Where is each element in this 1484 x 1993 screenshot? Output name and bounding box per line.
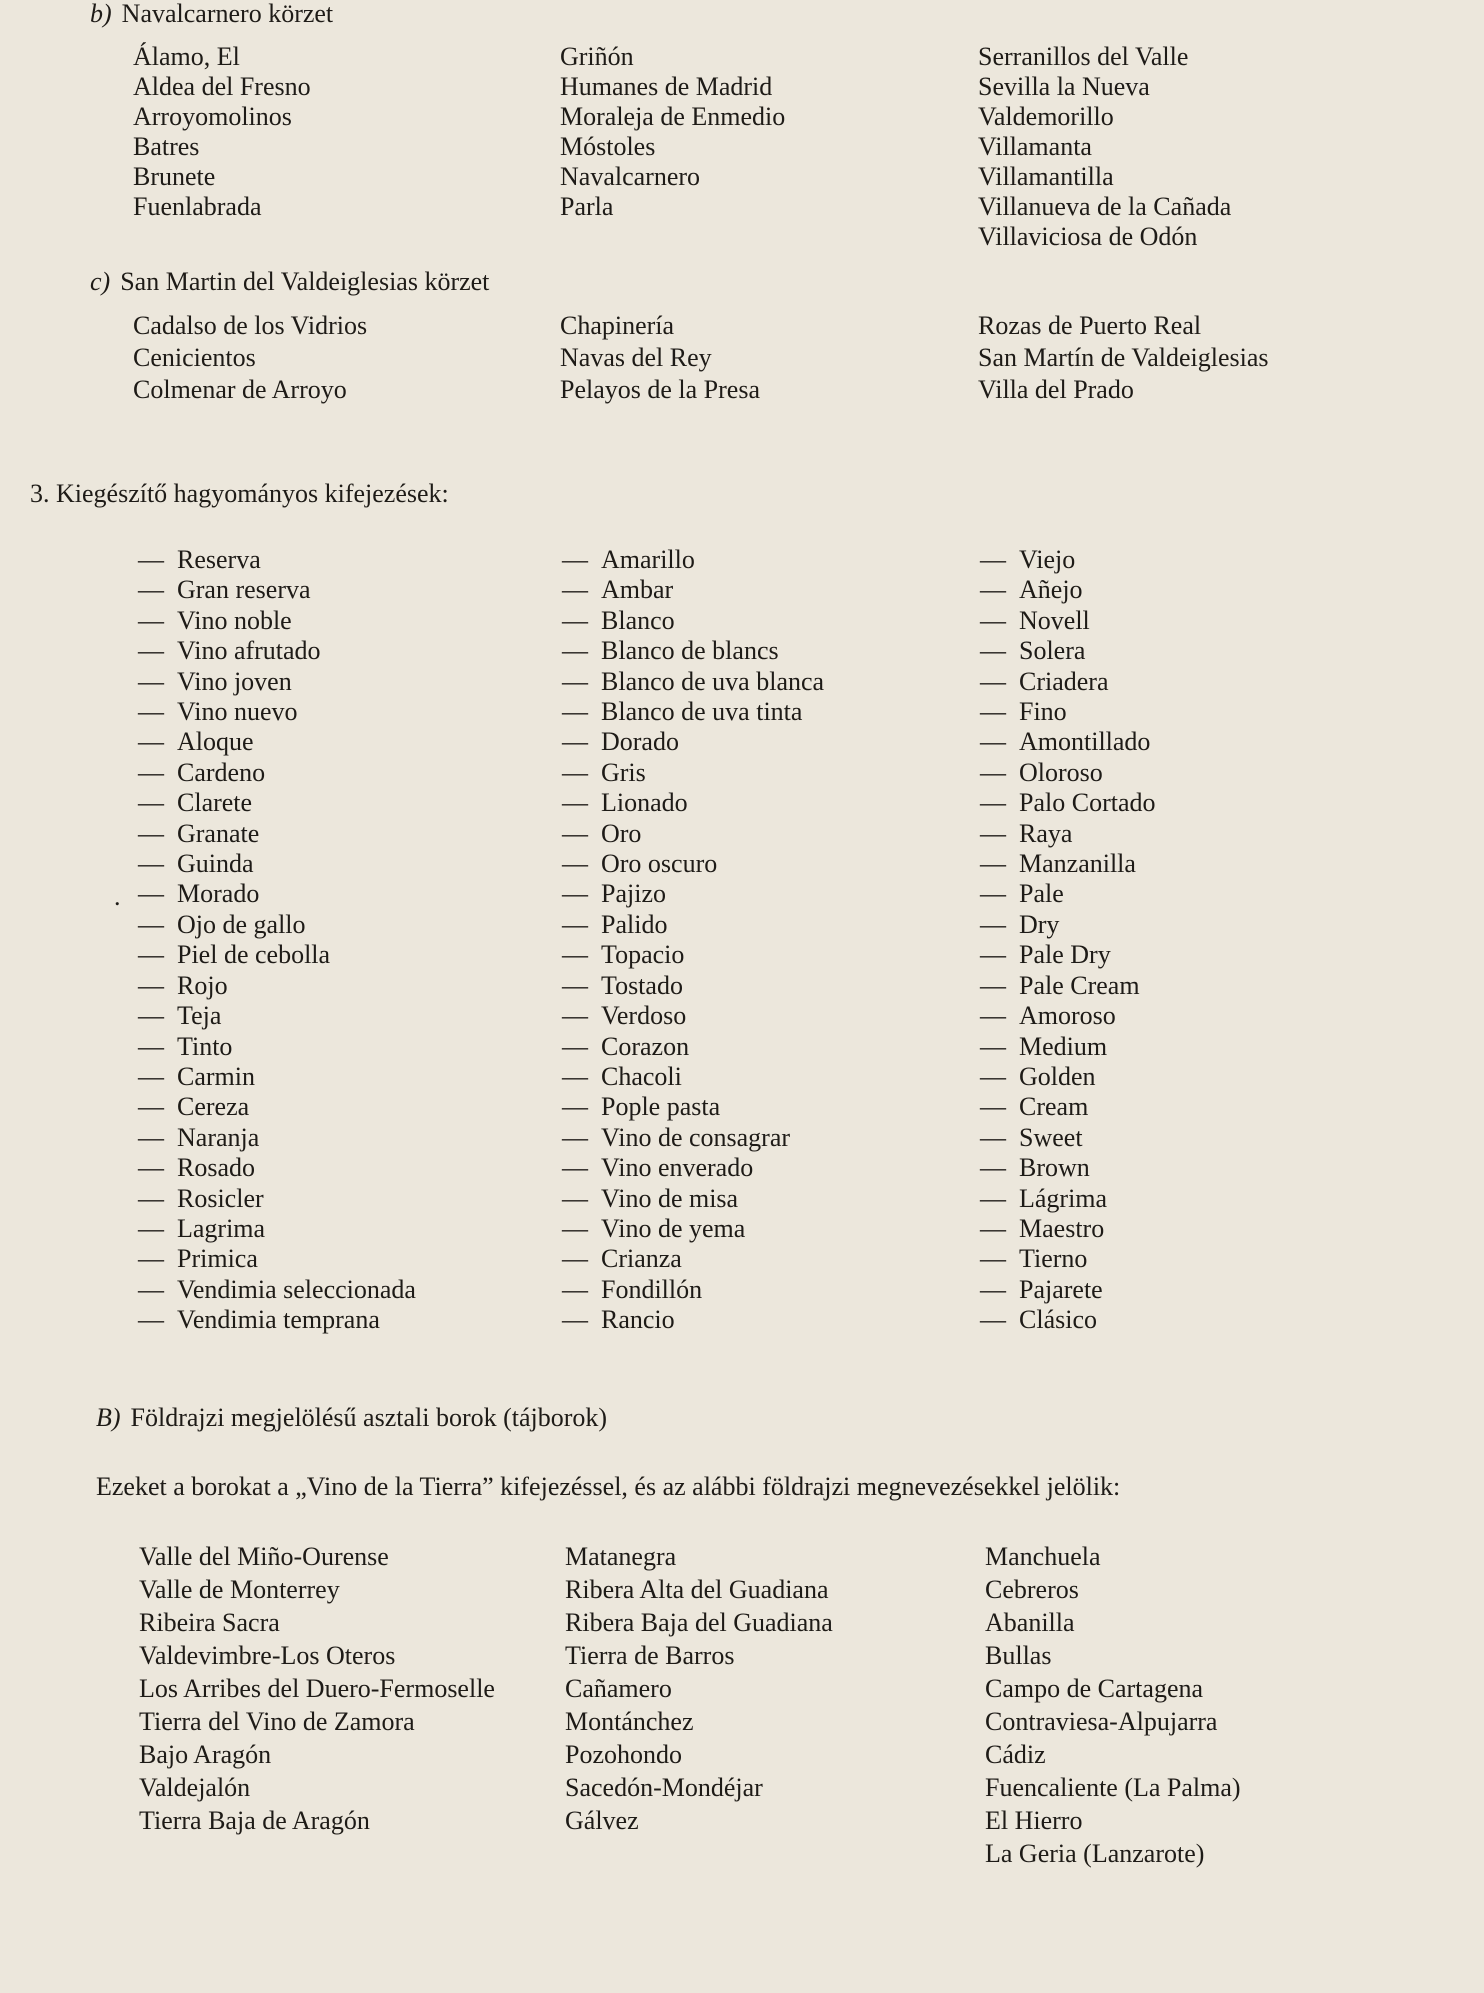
traditional-term-item: — Ambar [562,575,824,605]
traditional-term-item: — Fondillón [562,1275,824,1305]
traditional-term-item: — Carmin [138,1062,416,1092]
geographic-name-item: Bullas [985,1641,1052,1670]
municipality-item: Villamanta [978,132,1092,161]
section-B-heading [96,1402,607,1434]
geographic-name-item: Ribera Alta del Guadiana [565,1575,829,1604]
municipality-item: Cenicientos [133,343,256,372]
traditional-term-item: — Pajizo [562,879,824,909]
traditional-term-item: — Lágrima [980,1184,1156,1214]
geographic-name-item: Valle de Monterrey [139,1575,340,1604]
municipality-item: Colmenar de Arroyo [133,375,347,404]
traditional-term-item: — Tinto [138,1032,416,1062]
geographic-name-item: Sacedón-Mondéjar [565,1773,763,1802]
municipality-item: Aldea del Fresno [133,72,311,101]
traditional-term-item: — Crianza [562,1244,824,1274]
section-3-column-1 [138,545,416,1336]
traditional-term-item: — Primica [138,1244,416,1274]
section-c-column-2 [560,310,760,406]
traditional-term-item: — Maestro [980,1214,1156,1244]
traditional-term-item: — Rojo [138,971,416,1001]
traditional-term-item: — Dorado [562,727,824,757]
traditional-term-item: — Pople pasta [562,1092,824,1122]
traditional-term-item: — Brown [980,1153,1156,1183]
traditional-term-item: — Palo Cortado [980,788,1156,818]
section-B-column-2 [565,1540,833,1837]
geographic-name-item: La Geria (Lanzarote) [985,1839,1205,1868]
traditional-term-item: — Blanco de uva tinta [562,697,824,727]
section-B-intro: Ezeket a borokat a „Vino de la Tierra” kifejezéssel, és az alábbi földrajzi megnevezésekkel jelölik: [96,1472,1121,1501]
section-c-label: c) [90,267,111,296]
municipality-item: Rozas de Puerto Real [978,311,1202,340]
municipality-item: Villamantilla [978,162,1114,191]
traditional-term-item: — Novell [980,606,1156,636]
municipality-item: Villaviciosa de Odón [978,222,1198,251]
municipality-item: Sevilla la Nueva [978,72,1150,101]
traditional-term-item: — Vino joven [138,667,416,697]
traditional-term-item: — Palido [562,910,824,940]
traditional-term-item: — Amontillado [980,727,1156,757]
municipality-item: Móstoles [560,132,656,161]
section-b-title: Navalcarnero körzet [121,0,334,28]
traditional-term-item: — Fino [980,697,1156,727]
traditional-term-item: — Vino de yema [562,1214,824,1244]
traditional-term-item: — Chacoli [562,1062,824,1092]
traditional-term-item: — Rosado [138,1153,416,1183]
traditional-term-item: — Gran reserva [138,575,416,605]
municipality-item: Navas del Rey [560,343,712,372]
traditional-term-item: — Lagrima [138,1214,416,1244]
section-b-column-3 [978,42,1231,252]
geographic-name-item: Campo de Cartagena [985,1674,1204,1703]
traditional-term-item: — Vino afrutado [138,636,416,666]
municipality-item: Humanes de Madrid [560,72,773,101]
geographic-name-item: Los Arribes del Duero-Fermoselle [139,1674,495,1703]
municipality-item: Parla [560,192,614,221]
municipality-item: Álamo, El [133,42,240,71]
geographic-name-item: Bajo Aragón [139,1740,272,1769]
traditional-term-item: — Naranja [138,1123,416,1153]
traditional-term-item: — Tostado [562,971,824,1001]
geographic-name-item: Manchuela [985,1542,1101,1571]
municipality-item: Villa del Prado [978,375,1134,404]
geographic-name-item: Tierra del Vino de Zamora [139,1707,415,1736]
municipality-item: Chapinería [560,311,675,340]
traditional-term-item: — Raya [980,819,1156,849]
municipality-item: Cadalso de los Vidrios [133,311,368,340]
traditional-term-item: — Blanco de blancs [562,636,824,666]
stray-dot-mark: . [114,882,121,911]
section-b-column-1 [133,42,311,222]
traditional-term-item: — Pajarete [980,1275,1156,1305]
traditional-term-item: — Vino de misa [562,1184,824,1214]
traditional-term-item: — Ojo de gallo [138,910,416,940]
traditional-term-item: — Reserva [138,545,416,575]
traditional-term-item: — Pale Dry [980,940,1156,970]
traditional-term-item: — Vino noble [138,606,416,636]
traditional-term-item: — Criadera [980,667,1156,697]
traditional-term-item: — Guinda [138,849,416,879]
traditional-term-item: — Añejo [980,575,1156,605]
traditional-term-item: — Oloroso [980,758,1156,788]
section-c-column-1 [133,310,367,406]
traditional-term-item: — Cereza [138,1092,416,1122]
section-3-heading: 3. Kiegészítő hagyományos kifejezések: [30,479,449,508]
geographic-name-item: Cádiz [985,1740,1046,1769]
traditional-term-item: — Amoroso [980,1001,1156,1031]
geographic-name-item: Abanilla [985,1608,1075,1637]
traditional-term-item: — Oro [562,819,824,849]
traditional-term-item: — Gris [562,758,824,788]
traditional-term-item: — Granate [138,819,416,849]
traditional-term-item: — Dry [980,910,1156,940]
geographic-name-item: Contraviesa-Alpujarra [985,1707,1218,1736]
municipality-item: Moraleja de Enmedio [560,102,786,131]
municipality-item: Navalcarnero [560,162,701,191]
traditional-term-item: — Medium [980,1032,1156,1062]
traditional-term-item: — Pale [980,879,1156,909]
municipality-item: Arroyomolinos [133,102,292,131]
section-c-heading [90,266,489,298]
geographic-name-item: Valdevimbre-Los Oteros [139,1641,396,1670]
section-c-title: San Martin del Valdeiglesias körzet [120,267,490,296]
traditional-term-item: — Clarete [138,788,416,818]
section-B-label: B) [96,1403,121,1432]
traditional-term-item: — Amarillo [562,545,824,575]
geographic-name-item: Tierra de Barros [565,1641,735,1670]
section-B-column-3 [985,1540,1241,1870]
geographic-name-item: El Hierro [985,1806,1083,1835]
traditional-term-item: — Morado [138,879,416,909]
municipality-item: Valdemorillo [978,102,1114,131]
section-3-column-3 [980,545,1156,1336]
traditional-term-item: — Viejo [980,545,1156,575]
geographic-name-item: Valle del Miño-Ourense [139,1542,389,1571]
traditional-term-item: — Sweet [980,1123,1156,1153]
municipality-item: Serranillos del Valle [978,42,1189,71]
traditional-term-item: — Vino nuevo [138,697,416,727]
municipality-item: Fuenlabrada [133,192,262,221]
traditional-term-item: — Vino de consagrar [562,1123,824,1153]
geographic-name-item: Gálvez [565,1806,639,1835]
traditional-term-item: — Corazon [562,1032,824,1062]
traditional-term-item: — Cream [980,1092,1156,1122]
geographic-name-item: Ribeira Sacra [139,1608,280,1637]
traditional-term-item: — Golden [980,1062,1156,1092]
traditional-term-item: — Aloque [138,727,416,757]
geographic-name-item: Montánchez [565,1707,694,1736]
municipality-item: Batres [133,132,200,161]
geographic-name-item: Matanegra [565,1542,677,1571]
traditional-term-item: — Cardeno [138,758,416,788]
traditional-term-item: — Verdoso [562,1001,824,1031]
traditional-term-item: — Blanco de uva blanca [562,667,824,697]
traditional-term-item: — Tierno [980,1244,1156,1274]
section-b-column-2 [560,42,785,222]
geographic-name-item: Pozohondo [565,1740,682,1769]
geographic-name-item: Fuencaliente (La Palma) [985,1773,1241,1802]
traditional-term-item: — Oro oscuro [562,849,824,879]
traditional-term-item: — Clásico [980,1305,1156,1335]
municipality-item: Griñón [560,42,634,71]
traditional-term-item: — Vendimia seleccionada [138,1275,416,1305]
traditional-term-item: — Solera [980,636,1156,666]
traditional-term-item: — Rancio [562,1305,824,1335]
municipality-item: Pelayos de la Presa [560,375,761,404]
traditional-term-item: — Vino enverado [562,1153,824,1183]
traditional-term-item: — Teja [138,1001,416,1031]
section-3-column-2 [562,545,824,1336]
traditional-term-item: — Blanco [562,606,824,636]
municipality-item: San Martín de Valdeiglesias [978,343,1269,372]
traditional-term-item: — Topacio [562,940,824,970]
geographic-name-item: Valdejalón [139,1773,251,1802]
section-b-label: b) [90,0,112,28]
traditional-term-item: — Rosicler [138,1184,416,1214]
section-B-title: Földrajzi megjelölésű asztali borok (tájborok) [130,1403,608,1432]
municipality-item: Brunete [133,162,216,191]
geographic-name-item: Tierra Baja de Aragón [139,1806,370,1835]
geographic-name-item: Ribera Baja del Guadiana [565,1608,833,1637]
section-b-heading [90,0,333,30]
traditional-term-item: — Vendimia temprana [138,1305,416,1335]
geographic-name-item: Cebreros [985,1575,1079,1604]
traditional-term-item: — Piel de cebolla [138,940,416,970]
section-c-column-3 [978,310,1269,406]
section-B-column-1 [139,1540,495,1837]
traditional-term-item: — Manzanilla [980,849,1156,879]
municipality-item: Villanueva de la Cañada [978,192,1232,221]
traditional-term-item: — Pale Cream [980,971,1156,1001]
traditional-term-item: — Lionado [562,788,824,818]
geographic-name-item: Cañamero [565,1674,672,1703]
